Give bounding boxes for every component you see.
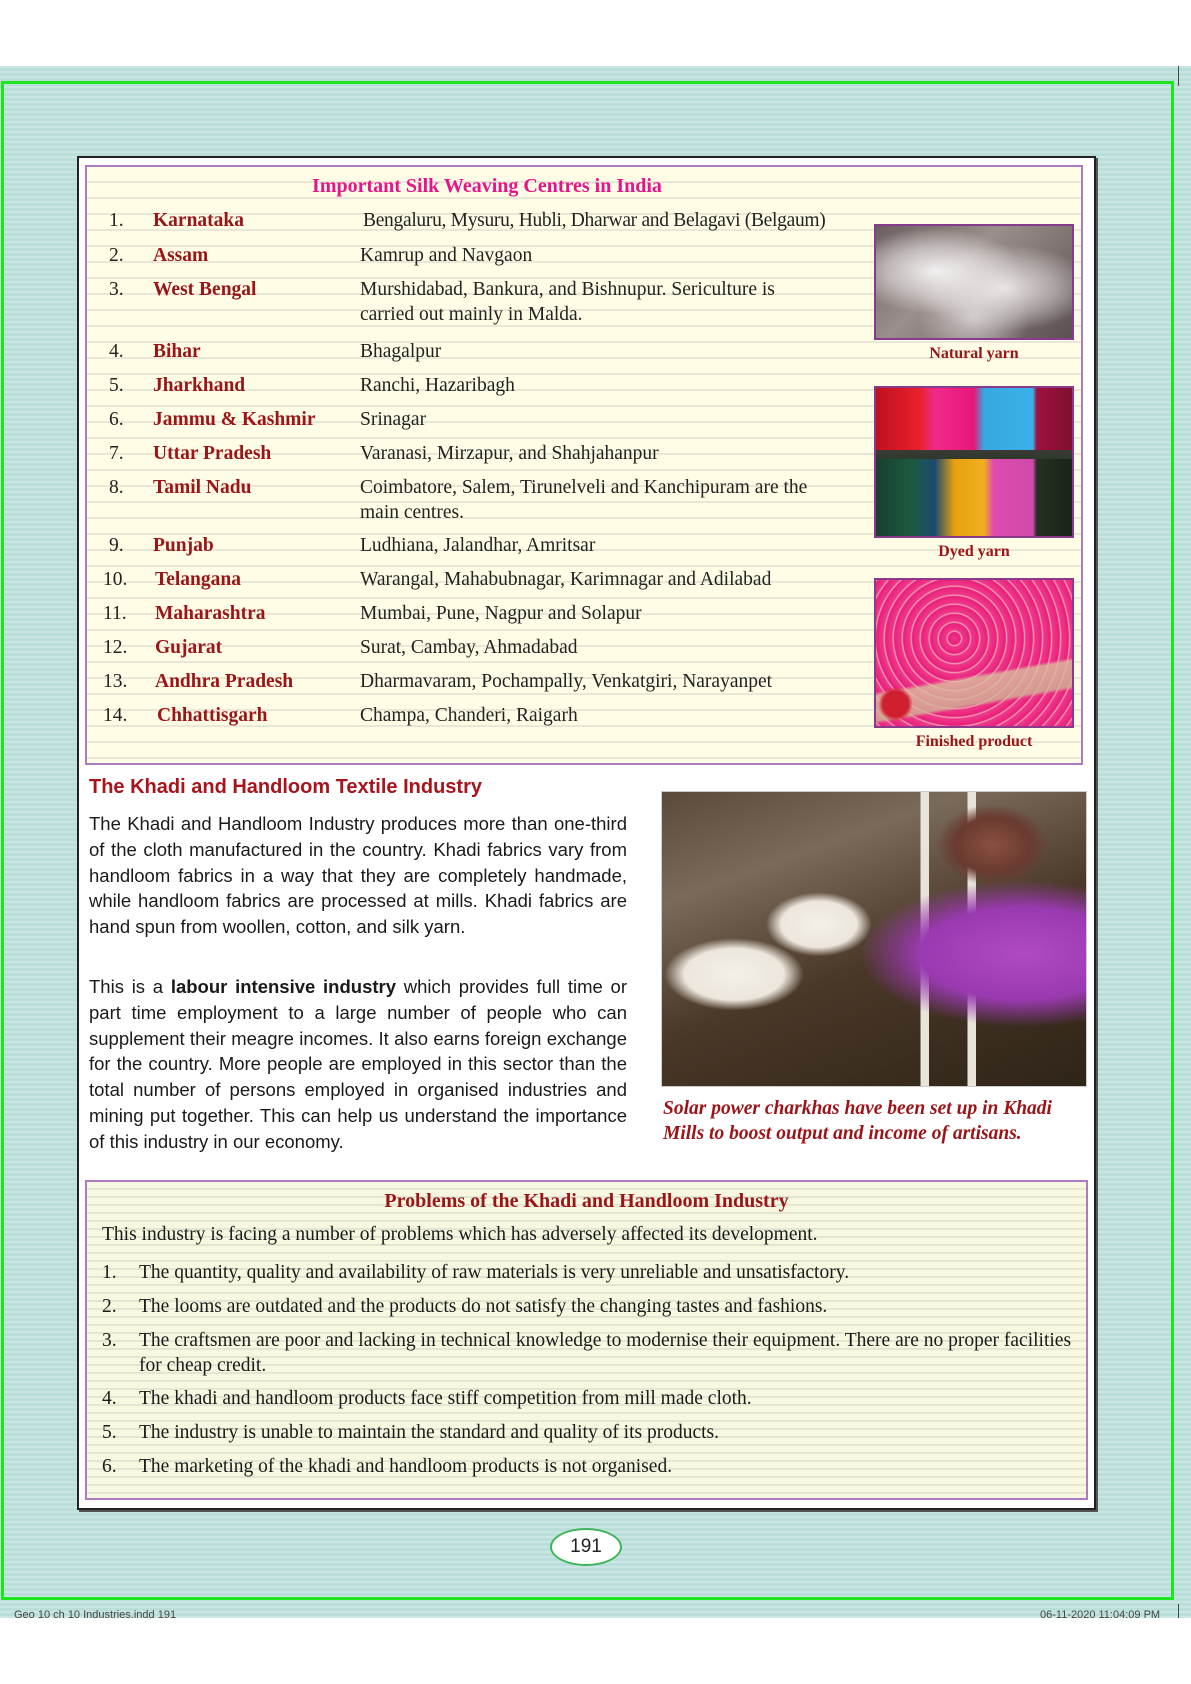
finished-product-image <box>874 578 1074 728</box>
footer-timestamp: 06-11-2020 11:04:09 PM <box>1040 1609 1161 1618</box>
finished-product-caption: Finished product <box>915 733 1033 750</box>
row-number: 13. <box>103 671 128 692</box>
row-centres: Ranchi, Hazaribagh <box>360 375 515 396</box>
item-number: 3. <box>102 1330 117 1351</box>
row-state: Maharashtra <box>155 603 266 624</box>
row-state: Jammu & Kashmir <box>153 409 316 430</box>
row-state: Tamil Nadu <box>153 477 252 498</box>
row-state: Karnataka <box>153 210 245 231</box>
row-centres: Varanasi, Mirzapur, and Shahjahanpur <box>360 443 659 464</box>
para2-prefix: This is a <box>89 976 171 997</box>
row-centres: Bengaluru, Mysuru, Hubli, Dharwar and Belagavi (Belgaum) <box>363 210 826 231</box>
row-state: Punjab <box>153 535 214 556</box>
natural-yarn-caption: Natural yarn <box>929 345 1019 362</box>
row-number: 8. <box>109 477 124 498</box>
khadi-paragraph-1: The Khadi and Handloom Industry produces more than one-third of the cloth manufactured in the country. Khadi fabrics vary from handloom fabrics in a way that they are completely handmade, while handloom fabrics are processed at mills. Khadi fabrics are hand spun from woollen, cotton, and silk yarn. <box>89 813 627 938</box>
para2-suffix: which provides full time or part time employment to a large number of people who can supplement their meagre incomes. It also earns foreign exchange for the country. More people are employed in this sector than the total number of persons employed in organised industries and mining put together. This can help us understand the importance of this industry in our economy. <box>89 976 627 1152</box>
page-number: 191 <box>550 1528 622 1566</box>
row-centres: Murshidabad, Bankura, and Bishnupur. Sericulture is carried out mainly in Malda. <box>360 279 775 325</box>
dyed-yarn-image <box>874 386 1074 538</box>
item-text: The looms are outdated and the products do not satisfy the changing tastes and fashions. <box>139 1296 828 1317</box>
charkha-caption: Solar power charkhas have been set up in Khadi Mills to boost output and income of artisans. <box>663 1098 1052 1144</box>
crop-mark <box>1178 1604 1179 1618</box>
row-centres: Srinagar <box>360 409 427 430</box>
problems-intro: This industry is facing a number of problems which has adversely affected its development. <box>102 1224 818 1245</box>
row-state: West Bengal <box>153 279 257 300</box>
row-number: 1. <box>109 210 124 231</box>
row-centres: Champa, Chanderi, Raigarh <box>360 705 578 726</box>
row-centres: Mumbai, Pune, Nagpur and Solapur <box>360 603 642 624</box>
row-number: 12. <box>103 637 128 658</box>
item-number: 6. <box>102 1456 117 1477</box>
row-number: 2. <box>109 245 124 266</box>
item-number: 1. <box>102 1262 117 1283</box>
natural-yarn-image <box>874 224 1074 340</box>
khadi-paragraph-2 <box>89 974 627 1155</box>
dyed-yarn-caption: Dyed yarn <box>938 543 1010 560</box>
item-number: 4. <box>102 1388 117 1409</box>
row-state: Bihar <box>153 341 201 362</box>
row-state: Telangana <box>155 569 241 590</box>
row-centres: Ludhiana, Jalandhar, Amritsar <box>360 535 596 556</box>
section-heading: The Khadi and Handloom Textile Industry <box>89 776 482 798</box>
item-number: 5. <box>102 1422 117 1443</box>
solar-charkha-image <box>661 791 1087 1087</box>
row-state: Jharkhand <box>153 375 246 396</box>
row-number: 9. <box>109 535 124 556</box>
item-text: The craftsmen are poor and lacking in technical knowledge to modernise their equipment. There are no proper facilities for cheap credit. <box>139 1330 1072 1376</box>
row-number: 11. <box>103 603 127 624</box>
row-state: Andhra Pradesh <box>155 671 294 692</box>
item-text: The marketing of the khadi and handloom products is not organised. <box>139 1456 673 1477</box>
row-number: 10. <box>103 569 128 590</box>
row-centres: Surat, Cambay, Ahmadabad <box>360 637 578 658</box>
row-state: Assam <box>153 245 209 266</box>
row-state: Chhattisgarh <box>157 705 268 726</box>
silk-table-title: Important Silk Weaving Centres in India <box>312 175 662 197</box>
row-centres: Bhagalpur <box>360 341 442 362</box>
problems-title: Problems of the Khadi and Handloom Industry <box>384 1190 789 1212</box>
row-state: Uttar Pradesh <box>153 443 272 464</box>
item-text: The industry is unable to maintain the standard and quality of its products. <box>139 1422 720 1443</box>
item-number: 2. <box>102 1296 117 1317</box>
row-number: 5. <box>109 375 124 396</box>
item-text: The khadi and handloom products face stiff competition from mill made cloth. <box>139 1388 752 1409</box>
problems-panel <box>85 1180 1088 1500</box>
row-number: 4. <box>109 341 124 362</box>
row-centres: Dharmavaram, Pochampally, Venkatgiri, Narayanpet <box>360 671 773 692</box>
item-text: The quantity, quality and availability of raw materials is very unreliable and unsatisfactory. <box>139 1262 850 1283</box>
row-centres: Warangal, Mahabubnagar, Karimnagar and Adilabad <box>360 569 772 590</box>
para2-emphasis: labour intensive industry <box>170 976 397 997</box>
row-centres: Kamrup and Navgaon <box>360 245 533 266</box>
row-number: 7. <box>109 443 124 464</box>
row-number: 6. <box>109 409 124 430</box>
row-number: 3. <box>109 279 124 300</box>
row-state: Gujarat <box>155 637 223 658</box>
footer-file-info: Geo 10 ch 10 Industries.indd 191 <box>14 1609 177 1618</box>
row-number: 14. <box>103 705 128 726</box>
crop-mark <box>1178 66 1179 86</box>
row-centres: Coimbatore, Salem, Tirunelveli and Kanchipuram are the main centres. <box>360 477 808 523</box>
